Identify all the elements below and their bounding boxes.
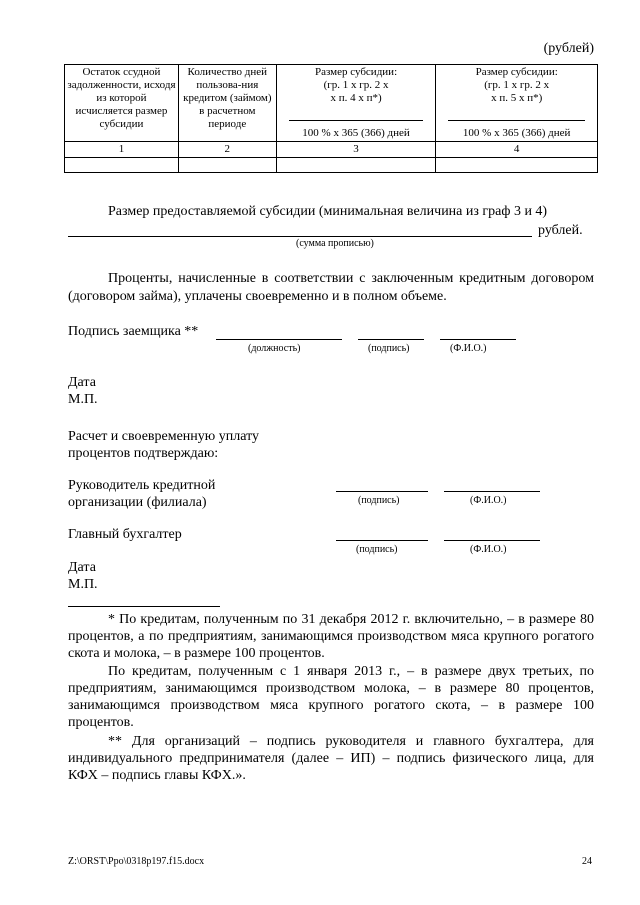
interest-paragraph: Проценты, начисленные в соответствии с заключенным кредитным договором (договором займа), уплачены своевременно и в полном объеме. [68, 271, 594, 304]
file-path: Z:\ORST\Ppo\0318p197.f15.docx [68, 856, 205, 867]
confirm-line-2: процентов подтверждаю: [68, 446, 219, 461]
footnote-1: * По кредитам, полученным по 31 декабря 2012 г. включительно, – в размере 80 процентов, а по предприятиям, занимающимся производством мяса крупного рогатого скота и молока, – в размере 100 процентов. [68, 612, 594, 661]
col-number-1: 1 [65, 142, 179, 158]
stamp-label: М.П. [68, 392, 98, 407]
header-col-1: Остаток ссудной задолженности, исходя из которой исчисляется размер субсидии [65, 65, 179, 142]
position-line [216, 339, 342, 340]
subsidy-size-text: Размер предоставляемой субсидии (минимальная величина из граф 3 и 4) [108, 204, 548, 219]
caption-position: (должность) [248, 343, 301, 354]
signature-line [358, 339, 424, 340]
empty-cell [65, 158, 179, 173]
header-col-4-title: Размер субсидии: [475, 66, 558, 78]
header-col-4-denominator: 100 % х 365 (366) дней [448, 120, 585, 140]
sum-caption: (сумма прописью) [296, 238, 374, 249]
accountant-caption-fio: (Ф.И.О.) [470, 544, 507, 555]
table-number-row [65, 142, 598, 158]
empty-cell [178, 158, 276, 173]
date-label: Дата [68, 375, 96, 390]
header-col-3-formula-2: х п. 4 х п*) [330, 92, 382, 104]
accountant-fio-line [444, 540, 540, 541]
table-empty-row [65, 158, 598, 173]
caption-signature: (подпись) [368, 343, 410, 354]
header-col-3 [276, 65, 436, 142]
rubles-suffix: рублей. [538, 223, 583, 238]
units-label: (рублей) [543, 41, 594, 56]
header-col-3-denominator: 100 % х 365 (366) дней [289, 120, 424, 140]
header-col-4 [436, 65, 598, 142]
bank-head-line-1: Руководитель кредитной [68, 478, 216, 493]
col-number-2: 2 [178, 142, 276, 158]
caption-fio: (Ф.И.О.) [450, 343, 487, 354]
page-number: 24 [582, 856, 592, 867]
bank-head-fio-line [444, 491, 540, 492]
subsidy-table [64, 64, 598, 173]
header-col-3-title: Размер субсидии: [314, 66, 398, 78]
bank-head-caption-fio: (Ф.И.О.) [470, 495, 507, 506]
stamp-label-2: М.П. [68, 577, 98, 592]
chief-accountant-label: Главный бухгалтер [68, 527, 182, 542]
date-label-2: Дата [68, 560, 96, 575]
bank-head-caption-signature: (подпись) [358, 495, 400, 506]
footnote-2: По кредитам, полученным с 1 января 2013 г., – в размере двух третьих, по предприятиям, занимающимся производством молока, – в размере 80 процентов, занимающимся производством мяса крупного рогатого скота, – в размере 100 процентов. [68, 664, 594, 730]
sum-in-words-line [68, 236, 532, 237]
empty-cell [436, 158, 598, 173]
header-col-4-formula-2: х п. 5 х п*) [491, 92, 543, 104]
table-header-row [65, 65, 598, 142]
bank-head-line-2: организации (филиала) [68, 495, 207, 510]
confirm-line-1: Расчет и своевременную уплату [68, 429, 260, 444]
col-number-4: 4 [436, 142, 598, 158]
accountant-caption-signature: (подпись) [356, 544, 398, 555]
fio-line [440, 339, 516, 340]
header-col-2: Количество дней пользова-ния кредитом (займом) в расчетном периоде [178, 65, 276, 142]
bank-head-signature-line [336, 491, 428, 492]
header-col-3-formula-1: (гр. 1 х гр. 2 х [323, 79, 389, 91]
footnote-separator [68, 606, 220, 607]
footnote-3: ** Для организаций – подпись руководителя и главного бухгалтера, для индивидуального предпринимателя (далее – ИП) – подпись физического лица, для КФХ – подпись главы КФХ.». [68, 734, 594, 783]
col-number-3: 3 [276, 142, 436, 158]
borrower-signature-label: Подпись заемщика ** [68, 324, 199, 339]
accountant-signature-line [336, 540, 428, 541]
empty-cell [276, 158, 436, 173]
header-col-4-formula-1: (гр. 1 х гр. 2 х [484, 79, 550, 91]
